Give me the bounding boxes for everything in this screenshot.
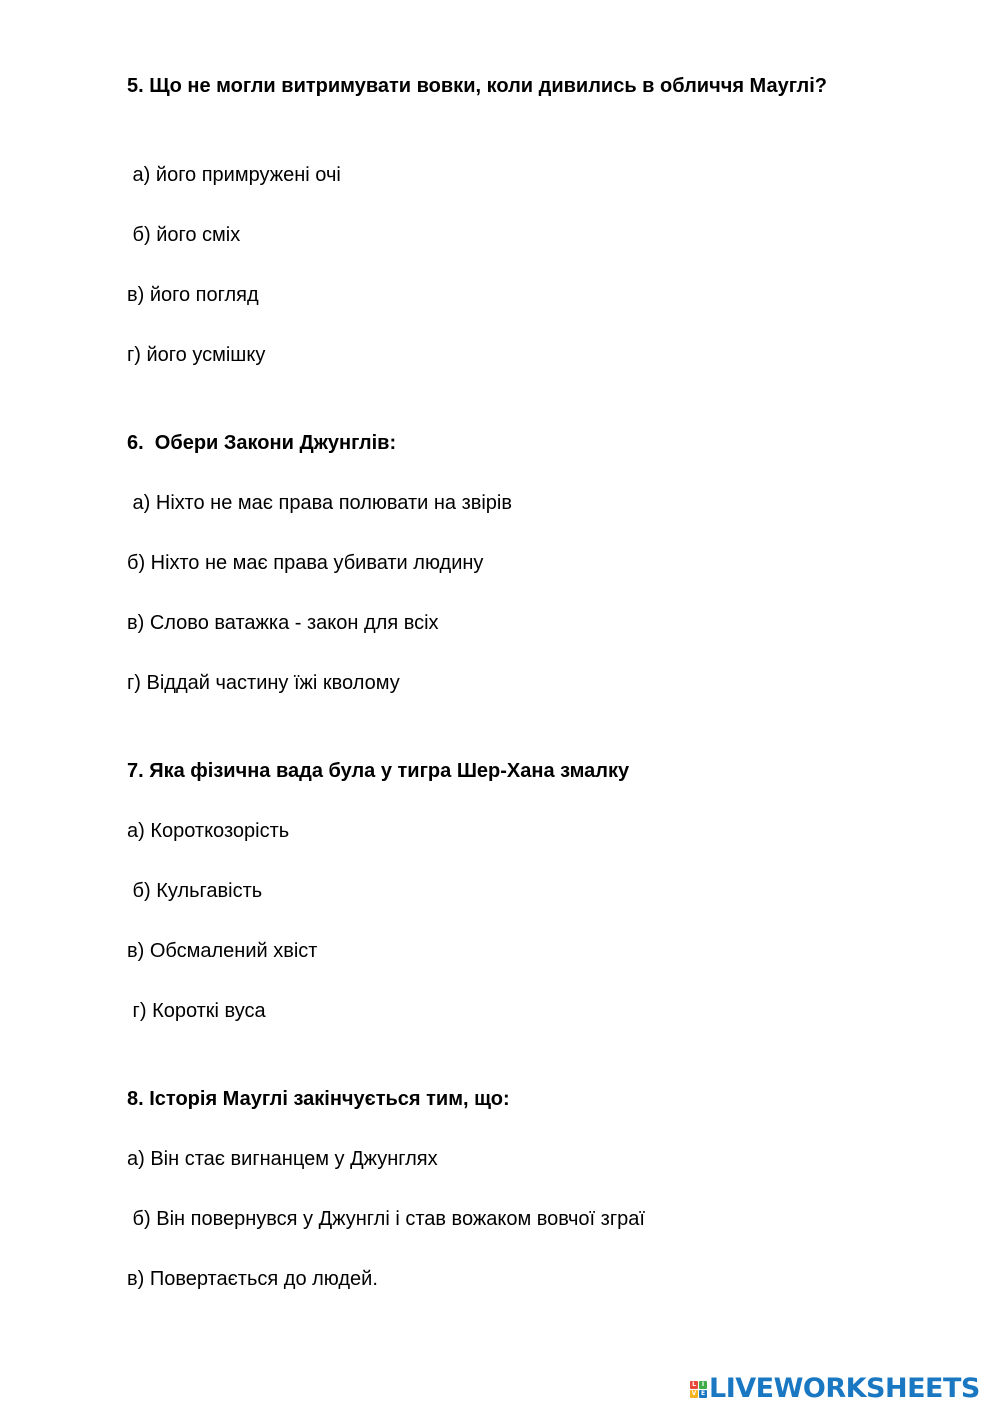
liveworksheets-logo <box>690 1371 980 1407</box>
logo-grid-cell: E <box>700 1389 706 1397</box>
question-6-option-c: в) Слово ватажка - закон для всіх <box>127 612 439 634</box>
question-6-option-b: б) Ніхто не має права убивати людину <box>127 552 484 574</box>
question-7-option-a: а) Короткозорість <box>127 820 290 842</box>
question-8-option-c: в) Повертається до людей. <box>127 1268 378 1290</box>
question-6-option-a: а) Ніхто не має права полювати на звірів <box>127 492 512 514</box>
question-5-option-b: б) його сміх <box>127 224 241 246</box>
logo-grid-cell: I <box>699 1381 707 1389</box>
question-8-option-b: б) Він повернувся у Джунглі і став вожаком вовчої зграї <box>127 1208 645 1230</box>
question-5-option-a: а) його примружені очі <box>127 164 341 186</box>
logo-text: LIVEWORKSHEETS <box>709 1373 980 1404</box>
question-5-option-d: г) його усмішку <box>127 344 266 366</box>
question-6-option-d: г) Віддай частину їжі кволому <box>127 672 400 694</box>
logo-grid-icon <box>690 1381 707 1398</box>
logo-grid-cell: L <box>690 1381 698 1389</box>
question-7-title: 7. Яка фізична вада була у тигра Шер-Хана змалку <box>127 760 630 782</box>
question-8-title: 8. Історія Мауглі закінчується тим, що: <box>127 1088 510 1110</box>
question-5-option-c: в) його погляд <box>127 284 259 306</box>
question-7-option-d: г) Короткі вуса <box>127 1000 266 1022</box>
logo-grid-cell: V <box>691 1389 697 1397</box>
question-7-option-b: б) Кульгавість <box>127 880 263 902</box>
question-7-option-c: в) Обсмалений хвіст <box>127 940 318 962</box>
question-5-title: 5. Що не могли витримувати вовки, коли дивились в обличчя Мауглі? <box>127 75 828 97</box>
question-8-option-a: а) Він стає вигнанцем у Джунглях <box>127 1148 438 1170</box>
question-6-title: 6. Обери Закони Джунглів: <box>127 432 397 454</box>
